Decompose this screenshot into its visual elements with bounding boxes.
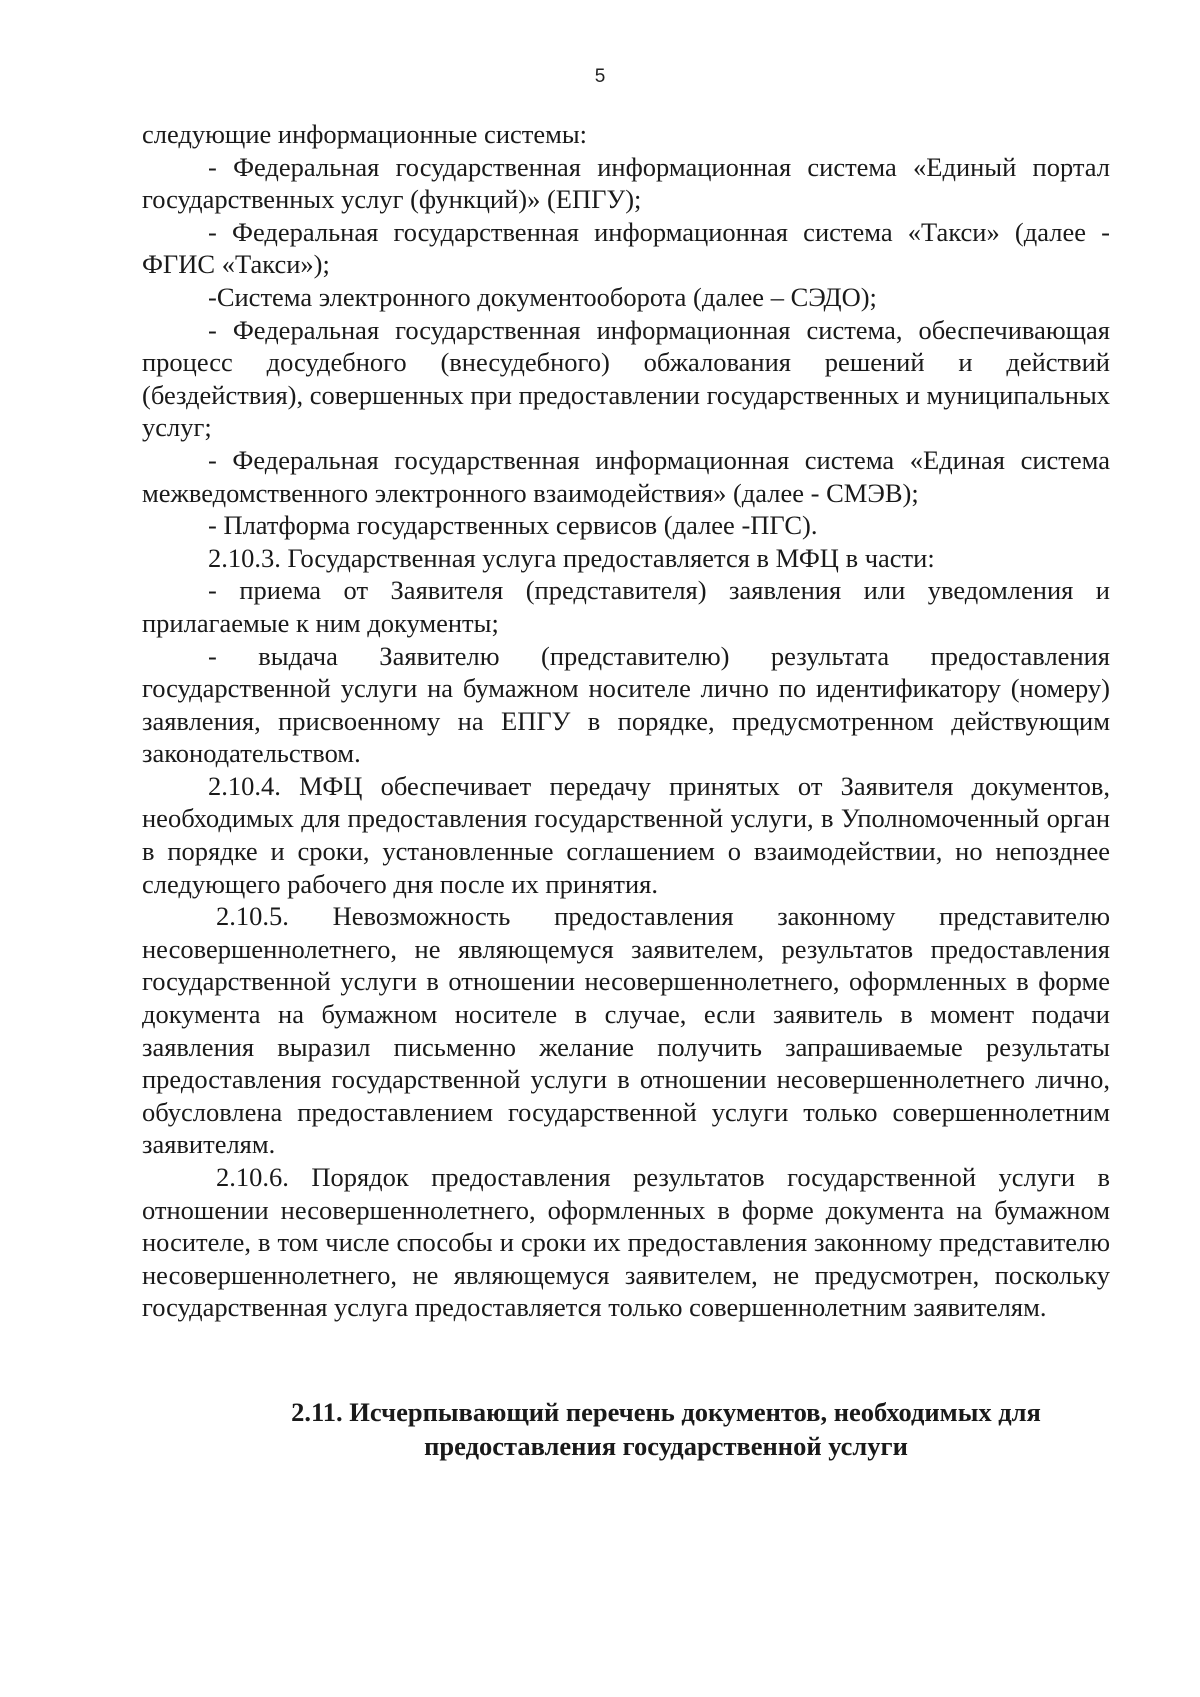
list-item-pgs: - Платформа государственных сервисов (далее -ПГС). xyxy=(208,510,818,541)
paragraph-intro: следующие информационные системы: xyxy=(142,119,588,149)
list-item-sedo: -Система электронного документооборота (далее – СЭДО); xyxy=(208,281,877,312)
list-item-epgu: - Федеральная государственная информационная система «Единый портал государственных услуг (функций)» (ЕПГУ); xyxy=(142,151,1110,215)
page-number: 5 xyxy=(594,66,606,87)
clause-2-10-5: 2.10.5. Невозможность предоставления законному представителю несовершеннолетнего, не являющемуся заявителем, результатов предоставления государственной услуги в отношении несовершеннолетнего, оформленных в форме документа на бумажном носителе в случае, если заявитель в момент подачи заявления выразил письменно желание получить запрашиваемые результаты предоставления государственной услуги в отношении несовершеннолетнего лично, обусловлена предоставлением государственной услуги только совершеннолетним заявителям. xyxy=(142,901,1110,1160)
list-item-appeal-system: - Федеральная государственная информационная система, обеспечивающая процесс досудебного (внесудебного) обжалования решений и действий (бездействия), совершенных при предоставлении государственных и муниципальных услуг; xyxy=(142,314,1110,443)
document-body xyxy=(142,118,1110,1324)
clause-2-10-3: 2.10.3. Государственная услуга предоставляется в МФЦ в части: xyxy=(208,542,935,573)
list-item-issuance: - выдача Заявителю (представителю) результата предоставления государственной услуги на бумажном носителе лично по идентификатору (номеру) заявления, присвоенному на ЕПГУ в порядке, предусмотренном действующим законодательством. xyxy=(142,640,1110,769)
clause-2-10-6: 2.10.6. Порядок предоставления результатов государственной услуги в отношении несовершеннолетнего, оформленных в форме документа на бумажном носителе, в том числе способы и сроки их предоставления законному представителю несовершеннолетнего, не являющемуся заявителем, не предусмотрен, поскольку государственная услуга предоставляется только совершеннолетним заявителям. xyxy=(142,1162,1110,1323)
list-item-reception: - приема от Заявителя (представителя) заявления или уведомления и прилагаемые к ним документы; xyxy=(142,575,1110,638)
list-item-smev: - Федеральная государственная информационная система «Единая система межведомственного электронного взаимодействия» (далее - СМЭВ); xyxy=(142,444,1110,508)
section-heading-line-2: предоставления государственной услуги xyxy=(424,1431,908,1461)
section-heading-line-1: 2.11. Исчерпывающий перечень документов, необходимых для xyxy=(291,1397,1041,1427)
list-item-fgis-taxi: - Федеральная государственная информационная система «Такси» (далее - ФГИС «Такси»); xyxy=(142,216,1110,280)
section-heading xyxy=(142,1395,1110,1463)
clause-2-10-4: 2.10.4. МФЦ обеспечивает передачу принятых от Заявителя документов, необходимых для предоставления государственной услуги, в Уполномоченный орган в порядке и сроки, установленные соглашением о взаимодействии, но непозднее следующего рабочего дня после их принятия. xyxy=(142,770,1110,899)
